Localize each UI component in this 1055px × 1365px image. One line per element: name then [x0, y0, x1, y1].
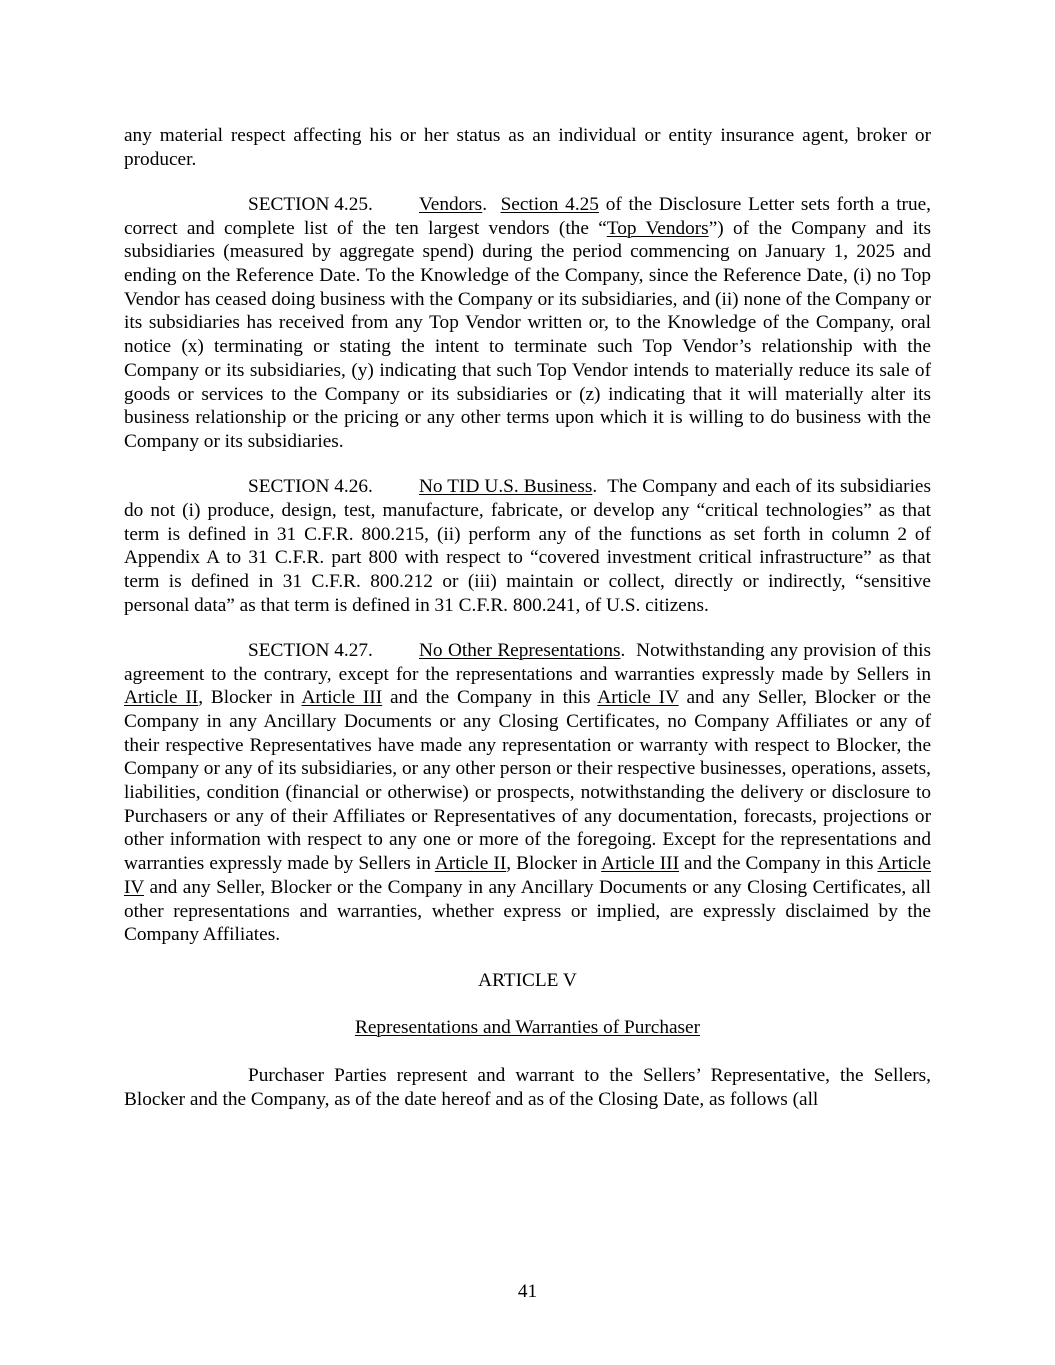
section-text: , Blocker in: [198, 687, 302, 709]
page-number: 41: [517, 1281, 538, 1302]
article-intro-paragraph: Purchaser Parties represent and warrant to the Sellers’ Representative, the Sellers, Blocker and the Company, as of the date hereof and as of the Closing Date, as follows (all: [124, 1064, 931, 1110]
section-text: , Blocker in: [506, 853, 602, 875]
section-text: ”) of the Company and its subsidiaries (measured by aggregate spend) during the period commencing on January 1, 2025 and ending on the Reference Date. To the Knowledge of the Company, since the Reference Date, (i) no Top Vendor has ceased doing business with the Company or its subsidiaries, and (ii) none of the Company or its subsidiaries has received from any Top Vendor written or, to the Knowledge of the Company, oral notice (x) terminating or stating the intent to terminate such Top Vendor’s relationship with the Company or its subsidiaries, (y) indicating that such Top Vendor intends to materially reduce its sale of goods or services to the Company or its subsidiaries or (z) indicating that it will materially alter its business relationship or the pricing or any other terms upon which it is willing to do business with the Company or its subsidiaries.: [124, 217, 932, 452]
section-4-27: SECTION 4.27. No Other Representations. Notwithstanding any provision of this agreement to the contrary, except for the representations and warranties expressly made by Sellers in Article II, Blocker in Article III and the Company in this Article IV and any Seller, Blocker or the Company in any Ancillary Documents or any Closing Certificates, no Company Affiliates or any of their respective Representatives have made any representation or warranty with respect to Blocker, the Company or any of its subsidiaries, or any other person or their respective businesses, operations, assets, liabilities, condition (financial or otherwise) or prospects, notwithstanding the delivery or disclosure to Purchasers or any of their Affiliates or Representatives of any documentation, forecasts, projections or other information with respect to any one or more of the foregoing. Except for the representations and warranties expressly made by Sellers in Article II, Blocker in Article III and the Company in this Article IV and any Seller, Blocker or the Company in any Ancillary Documents or any Closing Certificates, all other representations and warranties, whether express or implied, are expressly disclaimed by the Company Affiliates.: [124, 639, 931, 946]
section-title: Vendors: [419, 193, 483, 215]
section-text: The Company and each of its subsidiaries do not (i) produce, design, test, manufacture, fabricate, or develop any “critical technologies” as that term is defined in 31 C.F.R. 800.215, (ii) perform any of the functions as set forth in column 2 of Appendix A to 31 C.F.R. part 800 with respect to “covered investment critical infrastructure” as that term is defined in 31 C.F.R. 800.212 or (iii) maintain or collect, directly or indirectly, “sensitive personal data” as that term is defined in 31 C.F.R. 800.241, of U.S. citizens.: [124, 476, 931, 616]
section-title: No TID U.S. Business: [419, 476, 593, 498]
section-4-25: SECTION 4.25. Vendors. Section 4.25 of the Disclosure Letter sets forth a true, correct and complete list of the ten largest vendors (the “Top Vendors”) of the Company and its subsidiaries (measured by aggregate spend) during the period commencing on January 1, 2025 and ending on the Reference Date. To the Knowledge of the Company, since the Reference Date, (i) no Top Vendor has ceased doing business with the Company or its subsidiaries, and (ii) none of the Company or its subsidiaries has received from any Top Vendor written or, to the Knowledge of the Company, oral notice (x) terminating or stating the intent to terminate such Top Vendor’s relationship with the Company or its subsidiaries, (y) indicating that such Top Vendor intends to materially reduce its sale of goods or services to the Company or its subsidiaries or (z) indicating that it will materially alter its business relationship or the pricing or any other terms upon which it is willing to do business with the Company or its subsidiaries.: [124, 193, 932, 452]
document-page: [124, 124, 931, 1111]
article-reference: Article III: [601, 853, 680, 875]
continuation-paragraph: any material respect affecting his or her status as an individual or entity insurance agent, broker or producer.: [124, 125, 931, 170]
article-subtitle: [124, 1016, 931, 1040]
section-number: SECTION 4.27.: [248, 639, 373, 661]
section-text: of the Disclosure Letter sets forth a true, correct and complete list of the ten largest vendors (the “: [124, 193, 931, 239]
section-text: and the Company in this: [382, 687, 598, 709]
section-4-26: SECTION 4.26. No TID U.S. Business. The Company and each of its subsidiaries do not (i) produce, design, test, manufacture, fabricate, or develop any “critical technologies” as that term is defined in 31 C.F.R. 800.215, (ii) perform any of the functions as set forth in column 2 of Appendix A to 31 C.F.R. part 800 with respect to “covered investment critical infrastructure” as that term is defined in 31 C.F.R. 800.212 or (iii) maintain or collect, directly or indirectly, “sensitive personal data” as that term is defined in 31 C.F.R. 800.241, of U.S. citizens.: [124, 476, 931, 616]
article-reference: Article IV: [597, 687, 679, 709]
article-reference: Article III: [301, 687, 383, 709]
section-number: SECTION 4.26.: [248, 476, 373, 498]
section-text: and any Seller, Blocker or the Company in any Ancillary Documents or any Closing Certificates, no Company Affiliates or any of their respective Representatives have made any representation or warranty with respect to Blocker, the Company or any of its subsidiaries, or any other person or their respective businesses, operations, assets, liabilities, condition (financial or otherwise) or prospects, notwithstanding the delivery or disclosure to Purchasers or any of their Affiliates or Representatives of any documentation, forecasts, projections or other information with respect to any one or more of the foregoing. Except for the representations and warranties expressly made by Sellers in: [124, 687, 931, 875]
article-reference: Article IV: [124, 853, 931, 898]
section-text: and any Seller, Blocker or the Company in any Ancillary Documents or any Closing Certificates, all other representations and warranties, whether express or implied, are expressly disclaimed by the Company Affiliates.: [124, 876, 931, 946]
section-text: Notwithstanding any provision of this agreement to the contrary, except for the representations and warranties expressly made by Sellers in: [124, 639, 931, 685]
article-subtitle-text: Representations and Warranties of Purchaser: [354, 1017, 701, 1039]
section-title: No Other Representations: [419, 639, 621, 661]
article-reference: Article II: [124, 687, 199, 709]
article-heading: ARTICLE V: [478, 969, 577, 991]
article-reference: Article II: [434, 853, 507, 875]
section-cross-reference: Section 4.25: [500, 193, 599, 215]
section-text: and the Company in this: [679, 853, 878, 875]
defined-term: Top Vendors: [606, 217, 709, 239]
section-number: SECTION 4.25.: [248, 193, 373, 215]
